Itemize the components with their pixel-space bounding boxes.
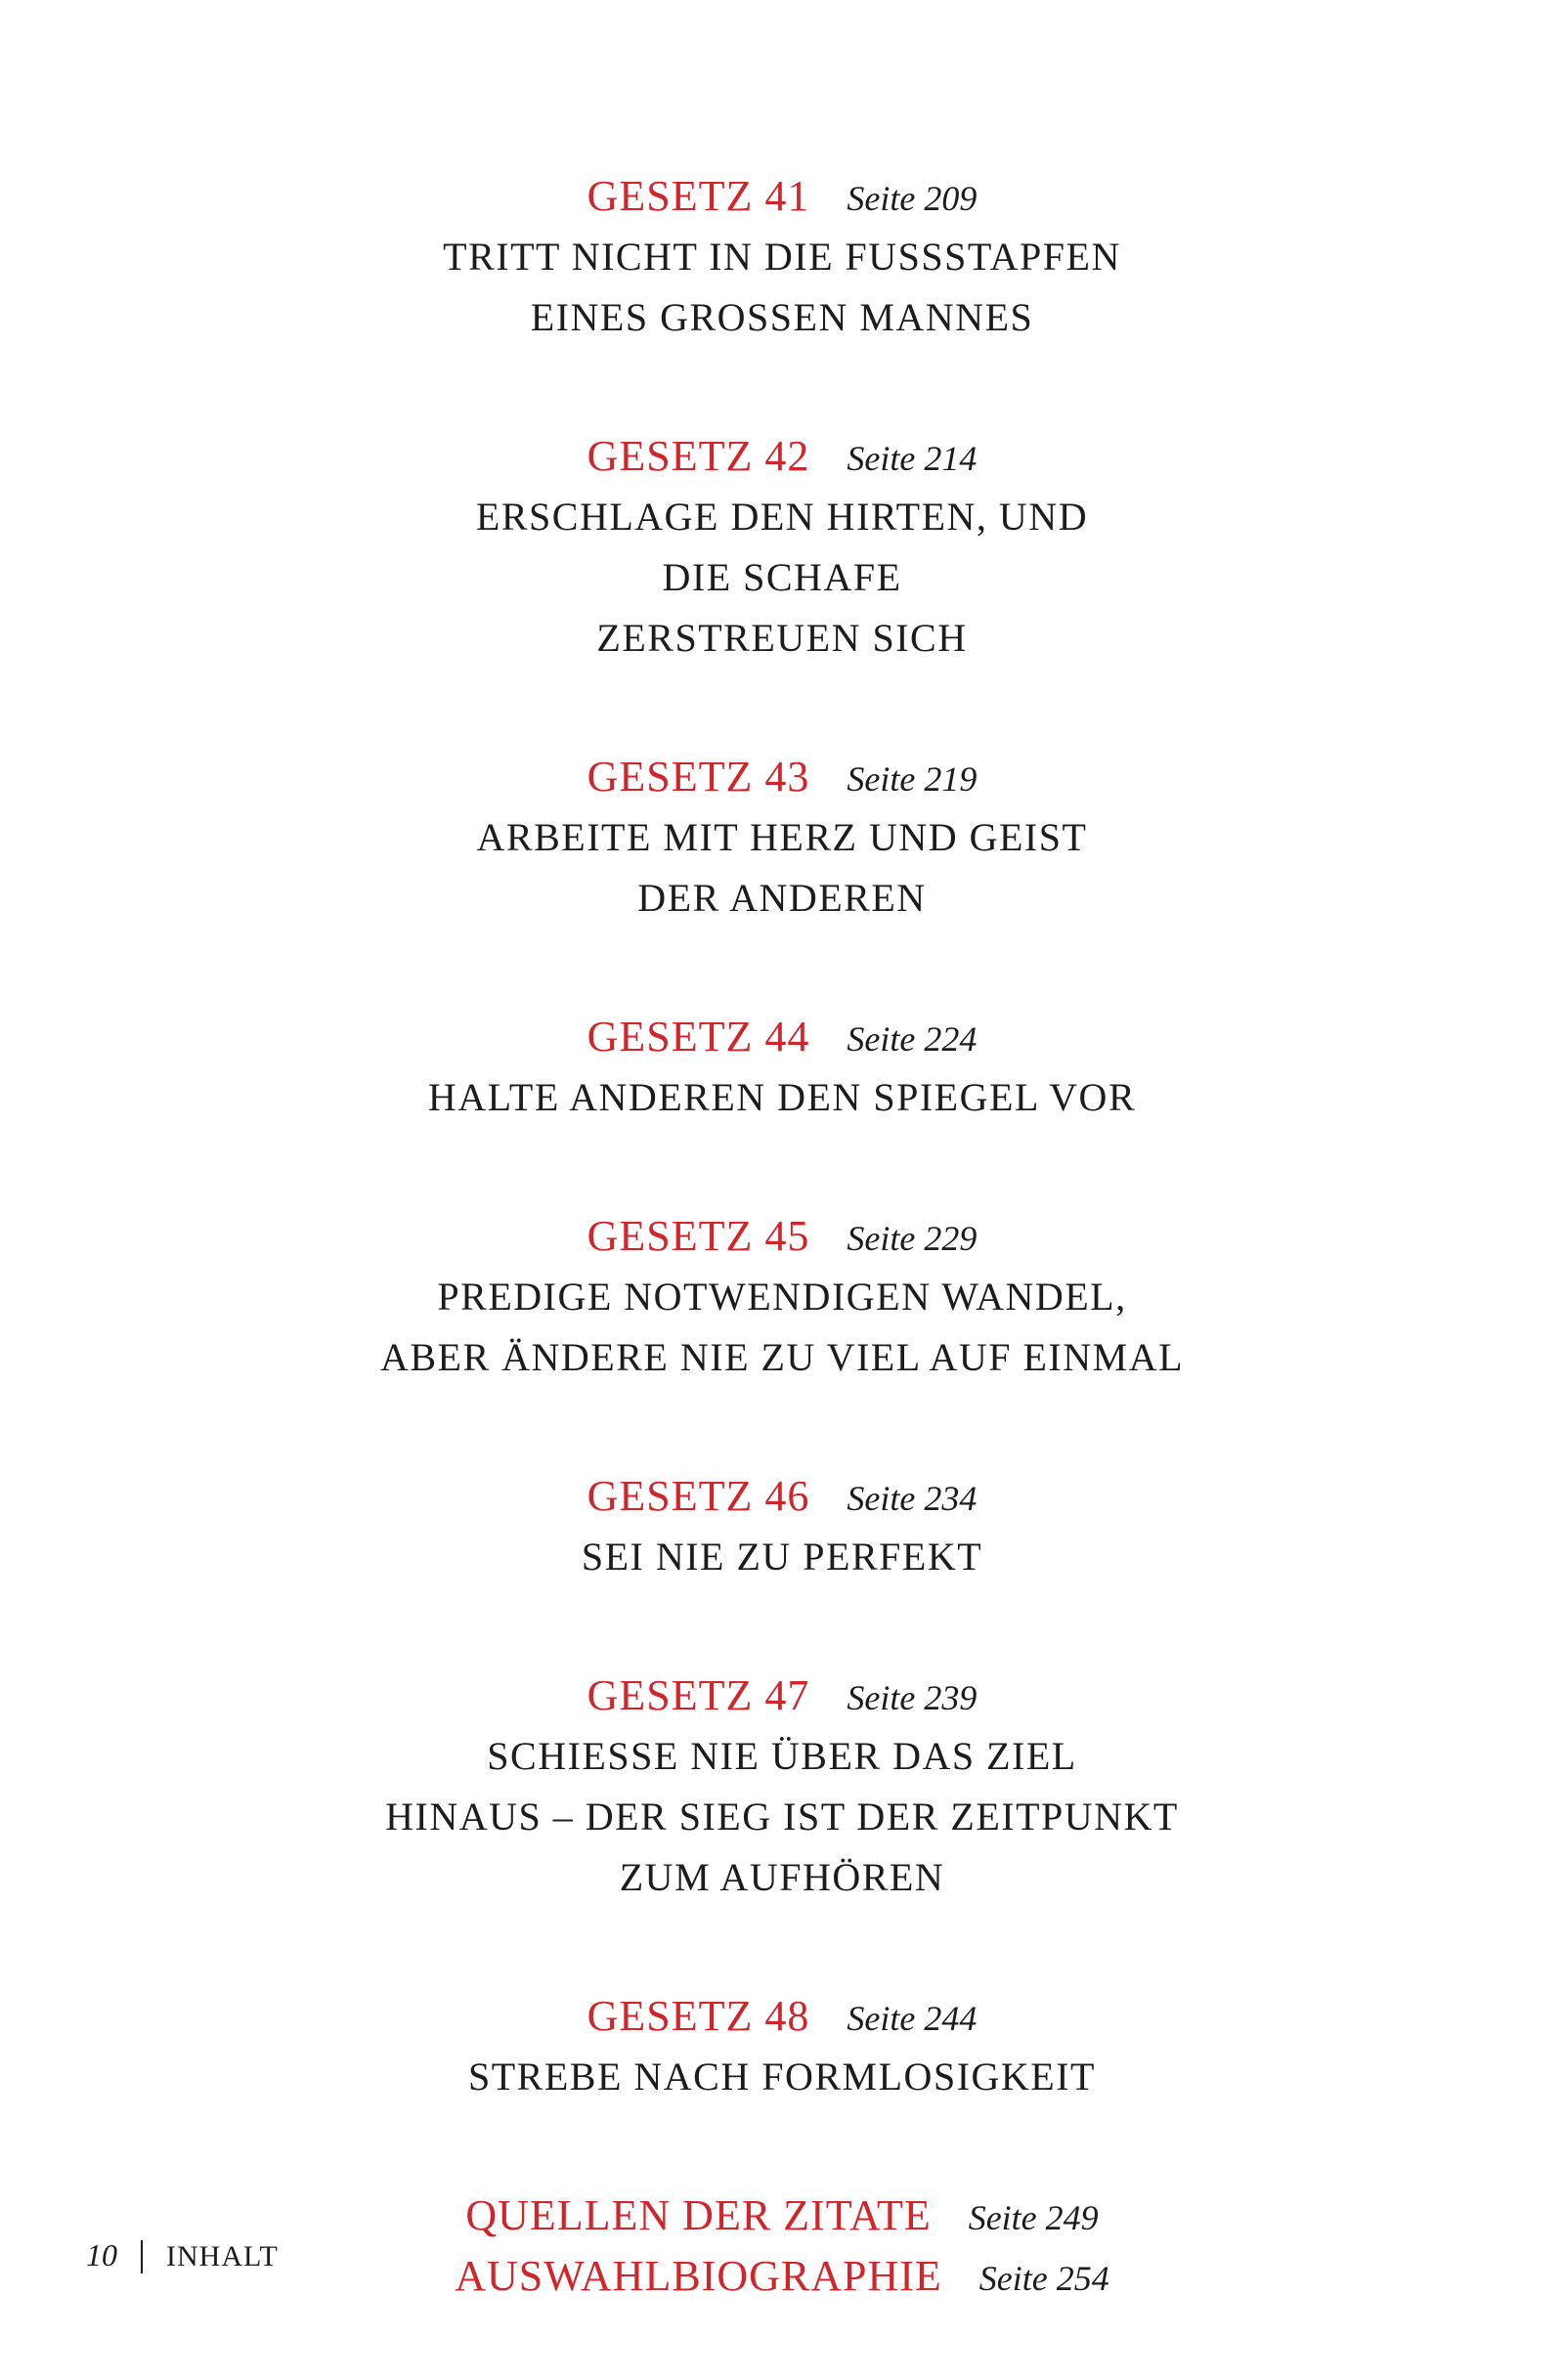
law-title-line: ABER ÄNDERE NIE ZU VIEL AUF EINMAL: [379, 1335, 1185, 1379]
law-number-label: GESETZ 42: [586, 432, 810, 480]
law-number-label: GESETZ 43: [586, 753, 810, 801]
page-reference: Seite 214: [847, 439, 978, 478]
page-reference: Seite 229: [847, 1219, 978, 1258]
appendix-label: QUELLEN DER ZITATE: [465, 2191, 932, 2239]
law-list: [0, 166, 1564, 2107]
toc-entry-law: [0, 1986, 1564, 2107]
law-title-line: HALTE ANDEREN DEN SPIEGEL VOR: [427, 1075, 1137, 1119]
page-reference: Seite 244: [847, 1999, 978, 2038]
page-reference: Seite 209: [847, 179, 978, 218]
law-number-label: GESETZ 47: [586, 1671, 810, 1719]
footer-separator: [141, 2240, 143, 2273]
law-title-line: DER ANDEREN: [637, 876, 927, 920]
page-reference: Seite 239: [847, 1678, 978, 1717]
toc-entry-law: [0, 166, 1564, 348]
appendix-label: AUSWAHLBIOGRAPHIE: [455, 2252, 942, 2300]
footer-section-title: INHALT: [166, 2240, 279, 2272]
toc-entry-heading: [0, 426, 1564, 487]
law-title-line: DIE SCHAFE: [662, 555, 902, 599]
toc-entry-heading: [0, 1466, 1564, 1527]
toc-entry-heading: [0, 1666, 1564, 1726]
law-number-label: GESETZ 44: [586, 1013, 810, 1060]
footer-page-number: 10: [86, 2237, 117, 2272]
page-reference: Seite 249: [968, 2198, 1099, 2237]
table-of-contents: [0, 166, 1564, 2307]
page-reference: Seite 224: [847, 1019, 978, 1059]
law-number-label: GESETZ 46: [586, 1472, 810, 1520]
page-reference: Seite 234: [847, 1479, 978, 1518]
page-reference: Seite 254: [978, 2259, 1109, 2298]
toc-entry-law: [0, 426, 1564, 669]
page-footer: [86, 2230, 279, 2279]
law-title-line: ZERSTREUEN SICH: [596, 616, 968, 660]
toc-entry-law: [0, 1666, 1564, 1908]
law-title-line: ERSCHLAGE DEN HIRTEN, UND: [475, 495, 1089, 539]
toc-entry-law: [0, 1206, 1564, 1388]
toc-entry-heading: [0, 747, 1564, 807]
law-number-label: GESETZ 45: [586, 1212, 810, 1260]
law-title-line: EINES GROSSEN MANNES: [530, 295, 1034, 339]
law-title-line: SCHIESSE NIE ÜBER DAS ZIEL: [487, 1734, 1077, 1778]
page-reference: Seite 219: [847, 759, 978, 799]
law-title-line: ARBEITE MIT HERZ UND GEIST: [476, 815, 1088, 859]
toc-entry-heading: [0, 1986, 1564, 2047]
law-number-label: GESETZ 41: [586, 172, 810, 220]
law-title-line: PREDIGE NOTWENDIGEN WANDEL,: [437, 1275, 1127, 1319]
toc-entry-heading: [0, 1206, 1564, 1267]
law-title-line: HINAUS – DER SIEG IST DER ZEITPUNKT: [385, 1795, 1179, 1839]
toc-entry-law: [0, 1466, 1564, 1587]
law-title-line: TRITT NICHT IN DIE FUSSSTAPFEN: [443, 235, 1121, 279]
law-title-line: ZUM AUFHÖREN: [619, 1855, 945, 1899]
toc-entry-law: [0, 747, 1564, 929]
toc-entry-heading: [0, 166, 1564, 227]
law-title-line: SEI NIE ZU PERFEKT: [581, 1535, 983, 1579]
law-title-line: STREBE NACH FORMLOSIGKEIT: [468, 2055, 1096, 2099]
law-number-label: GESETZ 48: [586, 1992, 810, 2040]
toc-entry-heading: [0, 1007, 1564, 1067]
toc-entry-law: [0, 1007, 1564, 1128]
